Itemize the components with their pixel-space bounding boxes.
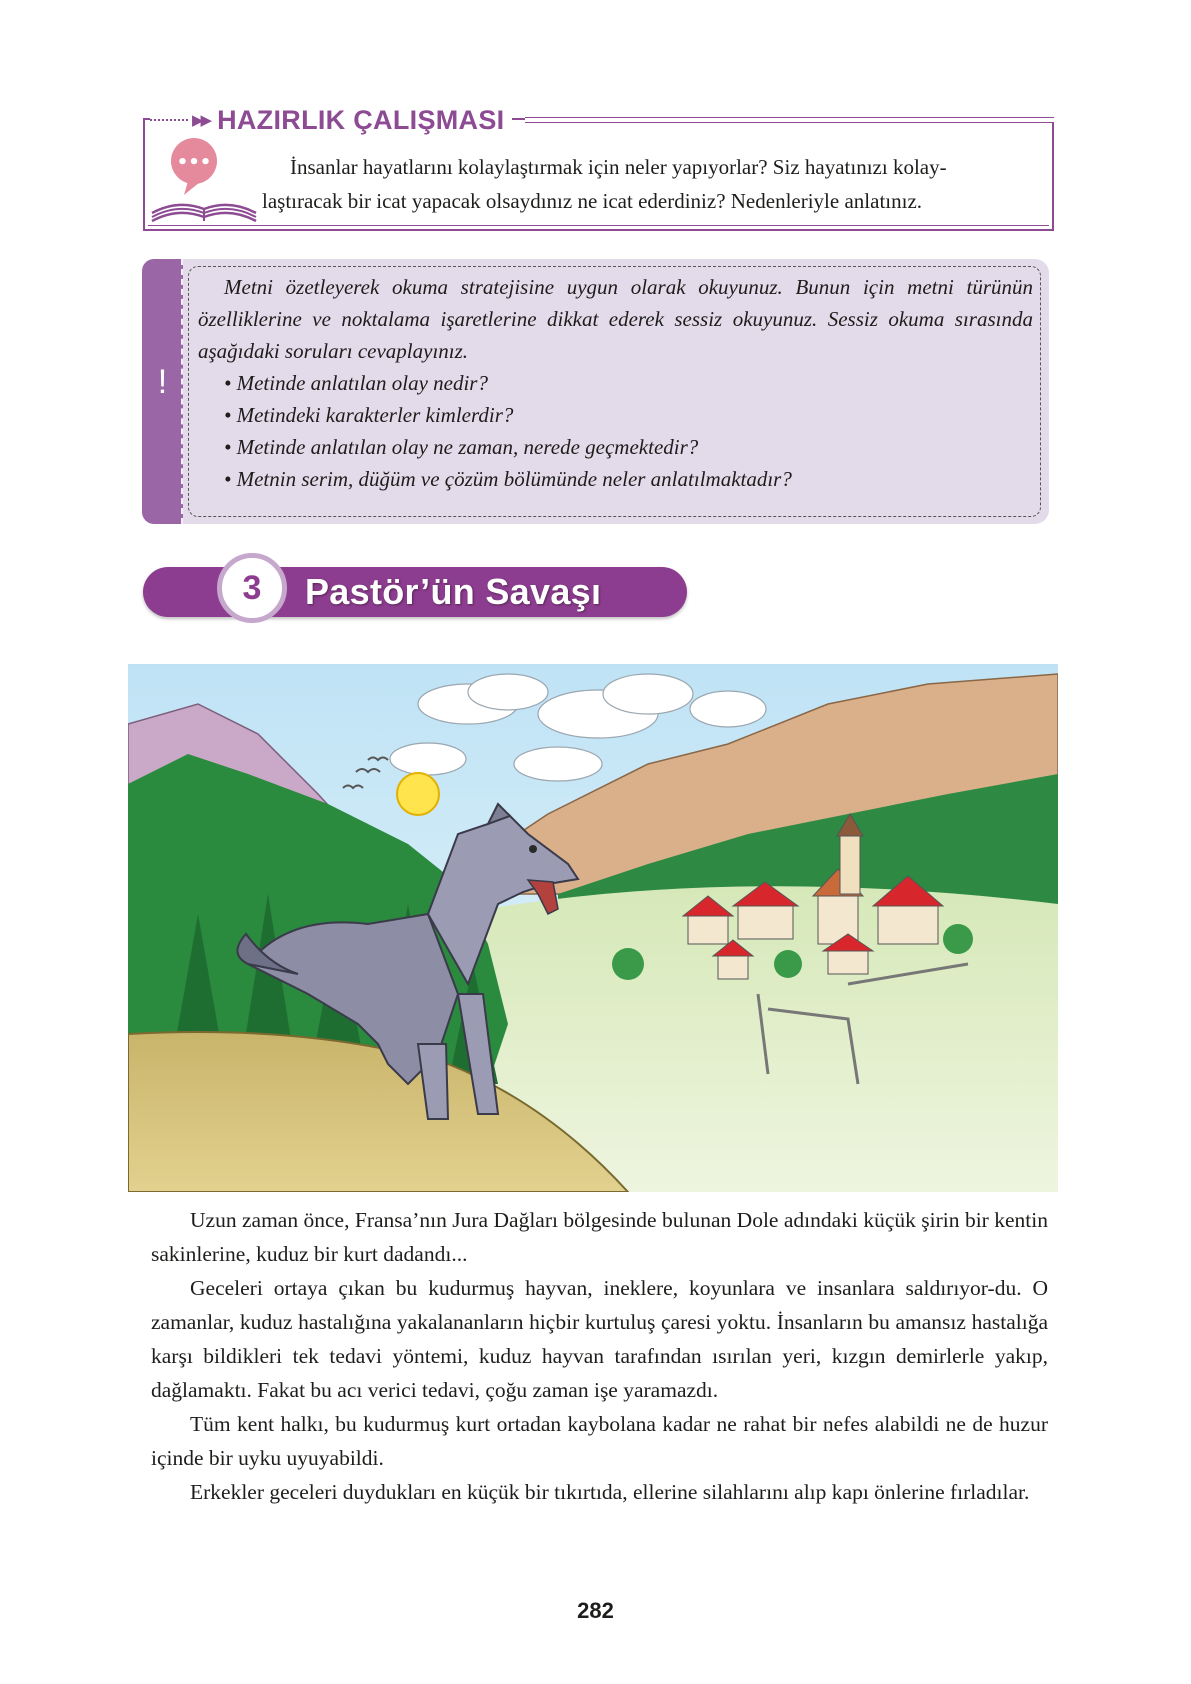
reading-intro: Metni özetleyerek okuma stratejisine uygun olarak okuyunuz. Bunun için metni türünün özelliklerine ve noktalama işaretlerine dikkat ederek sessiz okuyunuz. Sessiz okuma sırasında aşağıdaki soruları cevaplayınız.	[198, 275, 1033, 363]
dotted-leader	[150, 119, 188, 121]
preparation-question	[262, 150, 1044, 218]
reading-question-4: • Metnin serim, düğüm ve çözüm bölümünde neler anlatılmaktadır?	[224, 467, 792, 491]
bubble-dots: •••	[176, 152, 212, 173]
preparation-header	[150, 104, 512, 136]
story-paragraph-3: Tüm kent halkı, bu kudurmuş kurt ortadan kaybolana kadar ne rahat bir nefes alabildi ne de huzur içinde bir uyku uyuyabildi.	[151, 1412, 1048, 1470]
story-body	[151, 1203, 1048, 1509]
sun	[397, 773, 439, 815]
preparation-title-rule	[525, 117, 1054, 123]
exclamation-icon: !	[157, 363, 168, 401]
story-paragraph-2: Geceleri ortaya çıkan bu kudurmuş hayvan, ineklere, koyunlara ve insanlara saldırıyor-du. O zamanlar, kuduz hastalığına yakalananların hiçbir kurtuluş çaresi yoktu. İnsanların bu amansız hastalığa karşı bildikleri tek tedavi yöntemi, kuduz hayvan tarafından ısırılan yeri, kızgın demirlerle yakıp, dağlamaktı. Fakat bu acı verici tedavi, çoğu zaman işe yaramazdı.	[151, 1276, 1048, 1402]
reading-question-1: • Metinde anlatılan olay nedir?	[224, 371, 488, 395]
speech-bubble-book-icon	[150, 137, 258, 225]
lesson-number: 3	[242, 568, 262, 607]
wolf-village-illustration	[128, 664, 1058, 1192]
double-arrow-icon: ▶▶	[192, 111, 210, 129]
preparation-title: HAZIRLIK ÇALIŞMASI	[217, 104, 505, 135]
preparation-line-2: laştıracak bir icat yapacak olsaydınız ne icat ederdiniz? Nedenleriyle anlatınız.	[262, 189, 923, 213]
lesson-title: Pastör’ün Savaşı	[305, 571, 602, 612]
lesson-number-badge	[217, 553, 287, 623]
reading-question-2: • Metindeki karakterler kimlerdir?	[224, 403, 514, 427]
reading-questions	[198, 367, 1033, 495]
story-paragraph-1: Uzun zaman önce, Fransa’nın Jura Dağları bölgesinde bulunan Dole adındaki küçük şirin bir kentin sakinlerine, kuduz bir kurt dadandı...	[151, 1208, 1048, 1266]
story-paragraph-4: Erkekler geceleri duydukları en küçük bir tıkırtıda, ellerine silahlarını alıp kapı önlerine fırladılar.	[190, 1480, 1030, 1504]
page-number: 282	[577, 1598, 614, 1623]
reading-question-3: • Metinde anlatılan olay ne zaman, nerede geçmektedir?	[224, 435, 699, 459]
reading-instructions	[198, 271, 1033, 495]
preparation-line-1: İnsanlar hayatlarını kolaylaştırmak için neler yapıyorlar? Siz hayatınızı kolay-	[290, 155, 947, 179]
